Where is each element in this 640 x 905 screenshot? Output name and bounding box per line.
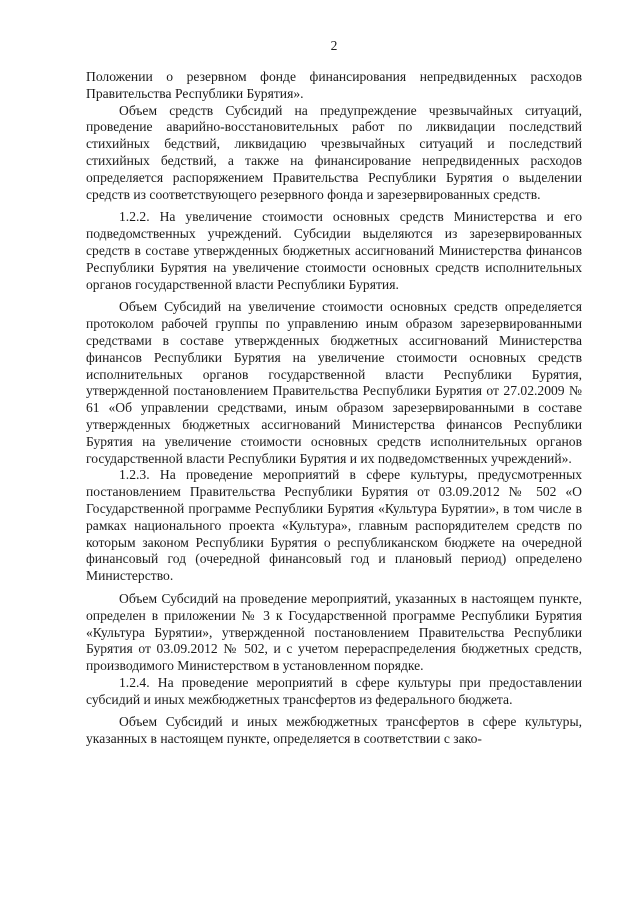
paragraph-culture-transfers-volume: Объем Субсидий и иных межбюджетных трансфертов в сфере культуры, указанных в настоящем пункте, определяется в соответствии с зако-	[86, 714, 582, 747]
paragraph-culture-events-subsidies-volume: Объем Субсидий на проведение мероприятий, указанных в настоящем пункте, определен в приложении № 3 к Государственной программе Республики Бурятия «Культура Бурятии», утвержденной постановлением Правительства Республики Бурятия от 03.09.2012 № 502, и с учетом перераспределения бюджетных средств, производимого Министерством в установленном порядке.	[86, 590, 582, 674]
paragraph-reserve-fund-ending: Положении о резервном фонде финансирования непредвиденных расходов Правительства Республики Бурятия».	[86, 69, 582, 101]
document-body	[86, 69, 582, 748]
page-number: 2	[330, 38, 338, 53]
paragraph-emergency-subsidies-volume: Объем средств Субсидий на предупреждение чрезвычайных ситуаций, проведение аварийно-восстановительных работ по ликвидации последствий стихийных бедствий, ликвидацию чрезвычайных ситуаций и последствий стихийных бедствий, а также на финансирование непредвиденных расходов определяется распоряжением Правительства Республики Бурятия о выделении средств из соответствующего резервного фонда и зарезервированных средств.	[86, 102, 582, 202]
paragraph-fixed-assets-subsidies-volume: Объем Субсидий на увеличение стоимости основных средств определяется протоколом рабочей группы по управлению иным образом зарезервированными средствами в составе утвержденных бюджетных ассигнований Министерства финансов Республики Бурятия на увеличение стоимости основных средств исполнительных органов государственной власти Республики Бурятия, утвержденной постановлением Правительства Республики Бурятия от 27.02.2009 № 61 «Об управлении средствами, иным образом зарезервированными в составе утвержденных бюджетных ассигнований Министерства финансов Республики Бурятия на увеличение стоимости основных средств исполнительных органов государственной власти Республики Бурятия и их подведомственных учреждений».	[86, 299, 582, 466]
paragraph-clause-1-2-4: 1.2.4. На проведение мероприятий в сфере культуры при предоставлении субсидий и иных межбюджетных трансфертов из федерального бюджета.	[86, 674, 582, 707]
paragraph-clause-1-2-3: 1.2.3. На проведение мероприятий в сфере культуры, предусмотренных постановлением Правительства Республики Бурятия от 03.09.2012 № 502 «О Государственной программе Республики Бурятия «Культура Бурятии», в том числе в рамках национального проекта «Культура», главным распорядителем средств по которым законом Республики Бурятия о республиканском бюджете на очередной финансовый год (очередной финансовый год и плановый период) определено Министерство.	[86, 467, 582, 584]
paragraph-clause-1-2-2: 1.2.2. На увеличение стоимости основных средств Министерства и его подведомственных учреждений. Субсидии выделяются из зарезервированных средств в составе утвержденных бюджетных ассигнований Министерства финансов Республики Бурятия на увеличение стоимости основных средств исполнительных органов государственной власти Республики Бурятия.	[86, 209, 582, 292]
